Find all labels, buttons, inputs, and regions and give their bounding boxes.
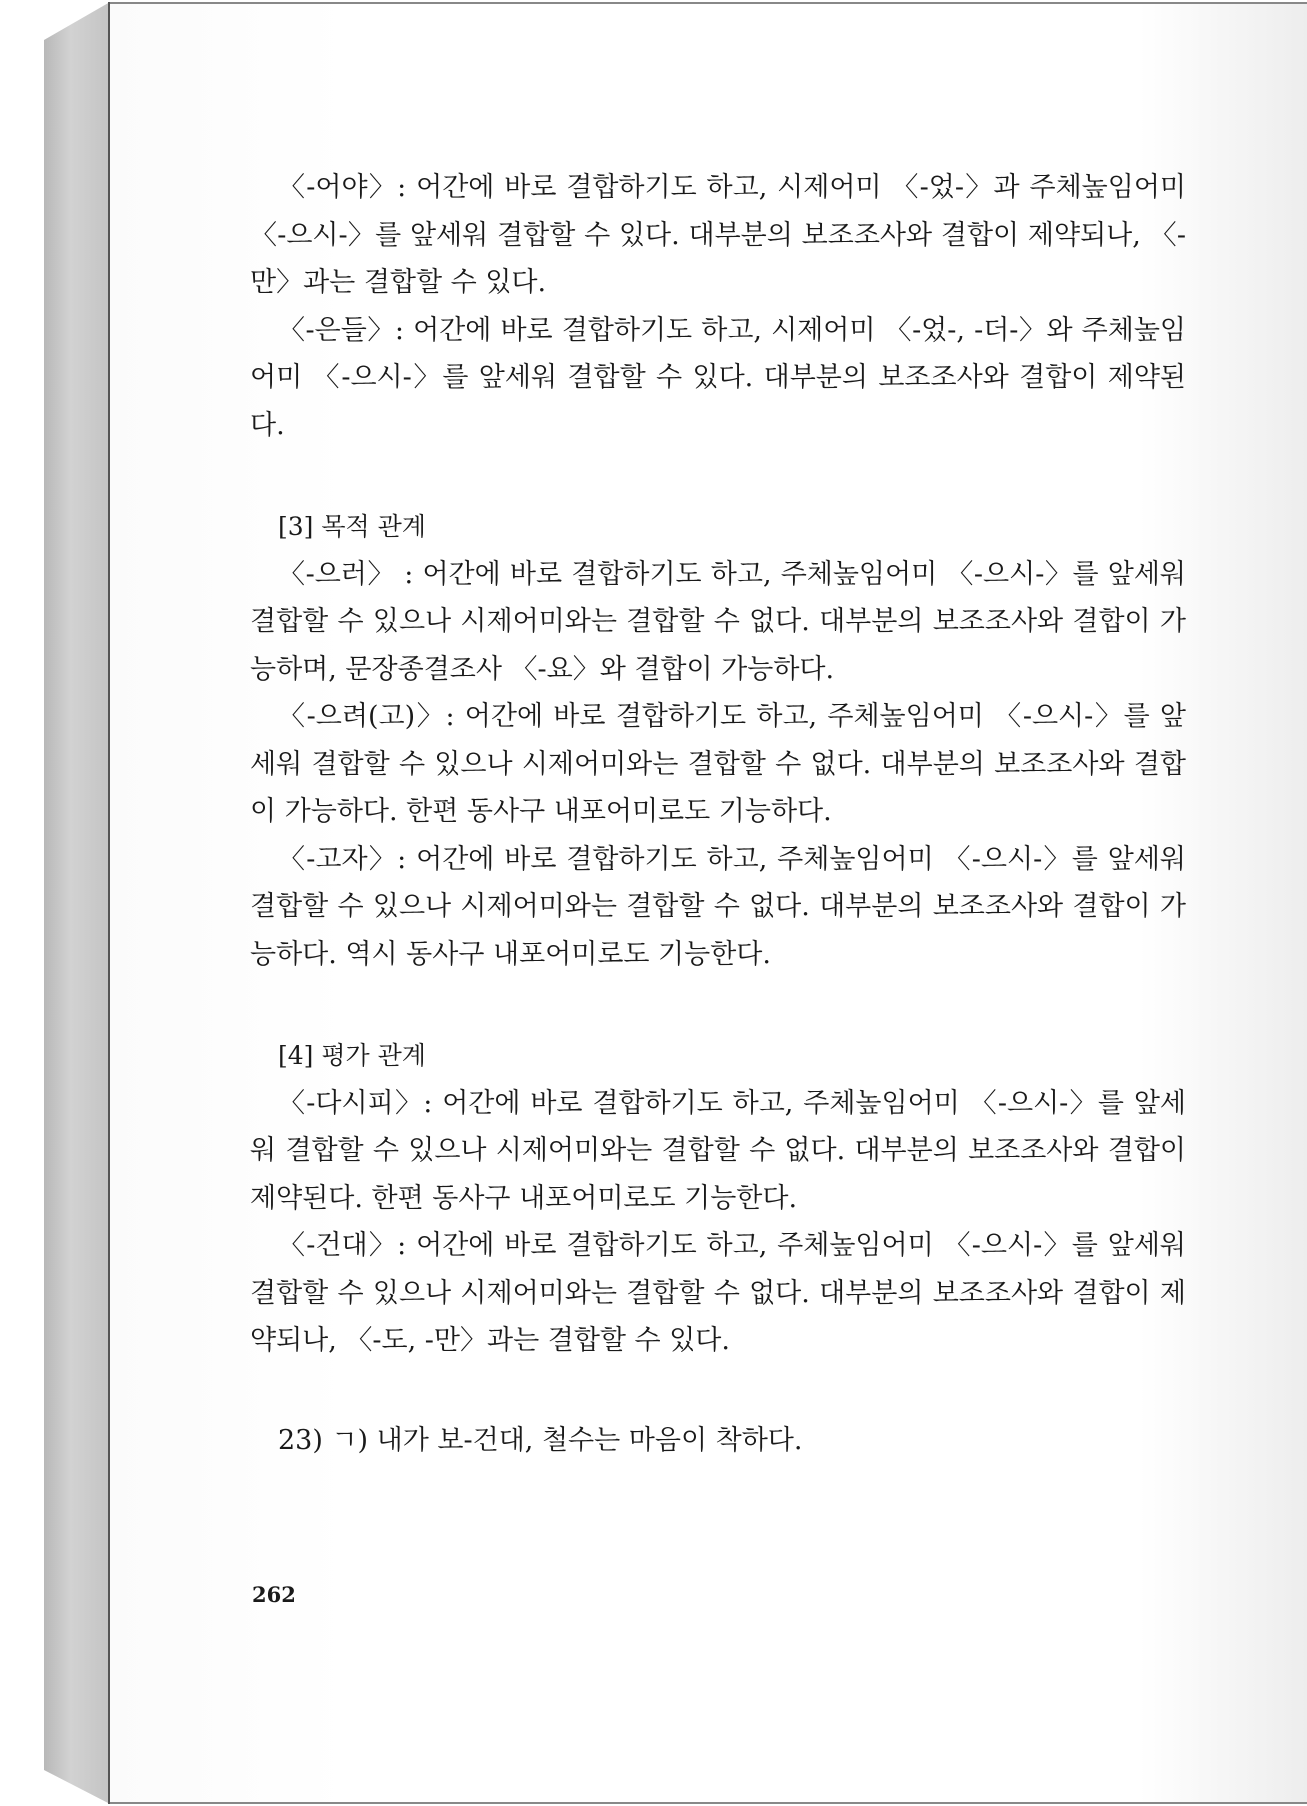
paragraph-eoya: 〈-어야〉: 어간에 바로 결합하기도 하고, 시제어미 〈-었-〉과 주체높임어미 〈-으시-〉를 앞세워 결합할 수 있다. 대부분의 보조조사와 결합이 제약되나, 〈-만〉과는 결합할 수 있다.	[250, 172, 1186, 298]
paragraph-eundeul: 〈-은들〉: 어간에 바로 결합하기도 하고, 시제어미 〈-었-, -더-〉와 주체높임어미 〈-으시-〉를 앞세워 결합할 수 있다. 대부분의 보조조사와 결합이 제약된다.	[250, 314, 1186, 441]
page-body	[250, 164, 1186, 1464]
paragraph-eureo: 〈-으러〉 : 어간에 바로 결합하기도 하고, 주체높임어미 〈-으시-〉를 앞세워 결합할 수 있으나 시제어미와는 결합할 수 없다. 대부분의 보조조사와 결합이 가능하며, 문장종결조사 〈-요〉와 결합이 가능하다.	[250, 558, 1186, 685]
book-page	[110, 2, 1307, 1804]
book-spine	[44, 2, 110, 1804]
paragraph-dasipi: 〈-다시피〉: 어간에 바로 결합하기도 하고, 주체높임어미 〈-으시-〉를 앞세워 결합할 수 있으나 시제어미와는 결합할 수 없다. 대부분의 보조조사와 결합이 제약된다. 한편 동사구 내포어미로도 기능한다.	[250, 1087, 1186, 1214]
paragraph-geondae: 〈-건대〉: 어간에 바로 결합하기도 하고, 주체높임어미 〈-으시-〉를 앞세워 결합할 수 있으나 시제어미와는 결합할 수 없다. 대부분의 보조조사와 결합이 제약되나, 〈-도, -만〉과는 결합할 수 있다.	[250, 1230, 1186, 1356]
page-number: 262	[252, 1582, 296, 1607]
section-heading-evaluation: [4] 평가 관계	[278, 1041, 426, 1070]
paragraph-euryeogo: 〈-으려(고)〉: 어간에 바로 결합하기도 하고, 주체높임어미 〈-으시-〉를 앞세워 결합할 수 있으나 시제어미와는 결합할 수 없다. 대부분의 보조조사와 결합이 가능하다. 한편 동사구 내포어미로도 기능하다.	[250, 701, 1186, 827]
section-heading-purpose: [3] 목적 관계	[278, 512, 426, 541]
paragraph-goja: 〈-고자〉: 어간에 바로 결합하기도 하고, 주체높임어미 〈-으시-〉를 앞세워 결합할 수 있으나 시제어미와는 결합할 수 없다. 대부분의 보조조사와 결합이 가능하다. 역시 동사구 내포어미로도 기능한다.	[250, 843, 1186, 970]
example-23: 23) ㄱ) 내가 보-건대, 철수는 마음이 착하다.	[278, 1424, 803, 1456]
